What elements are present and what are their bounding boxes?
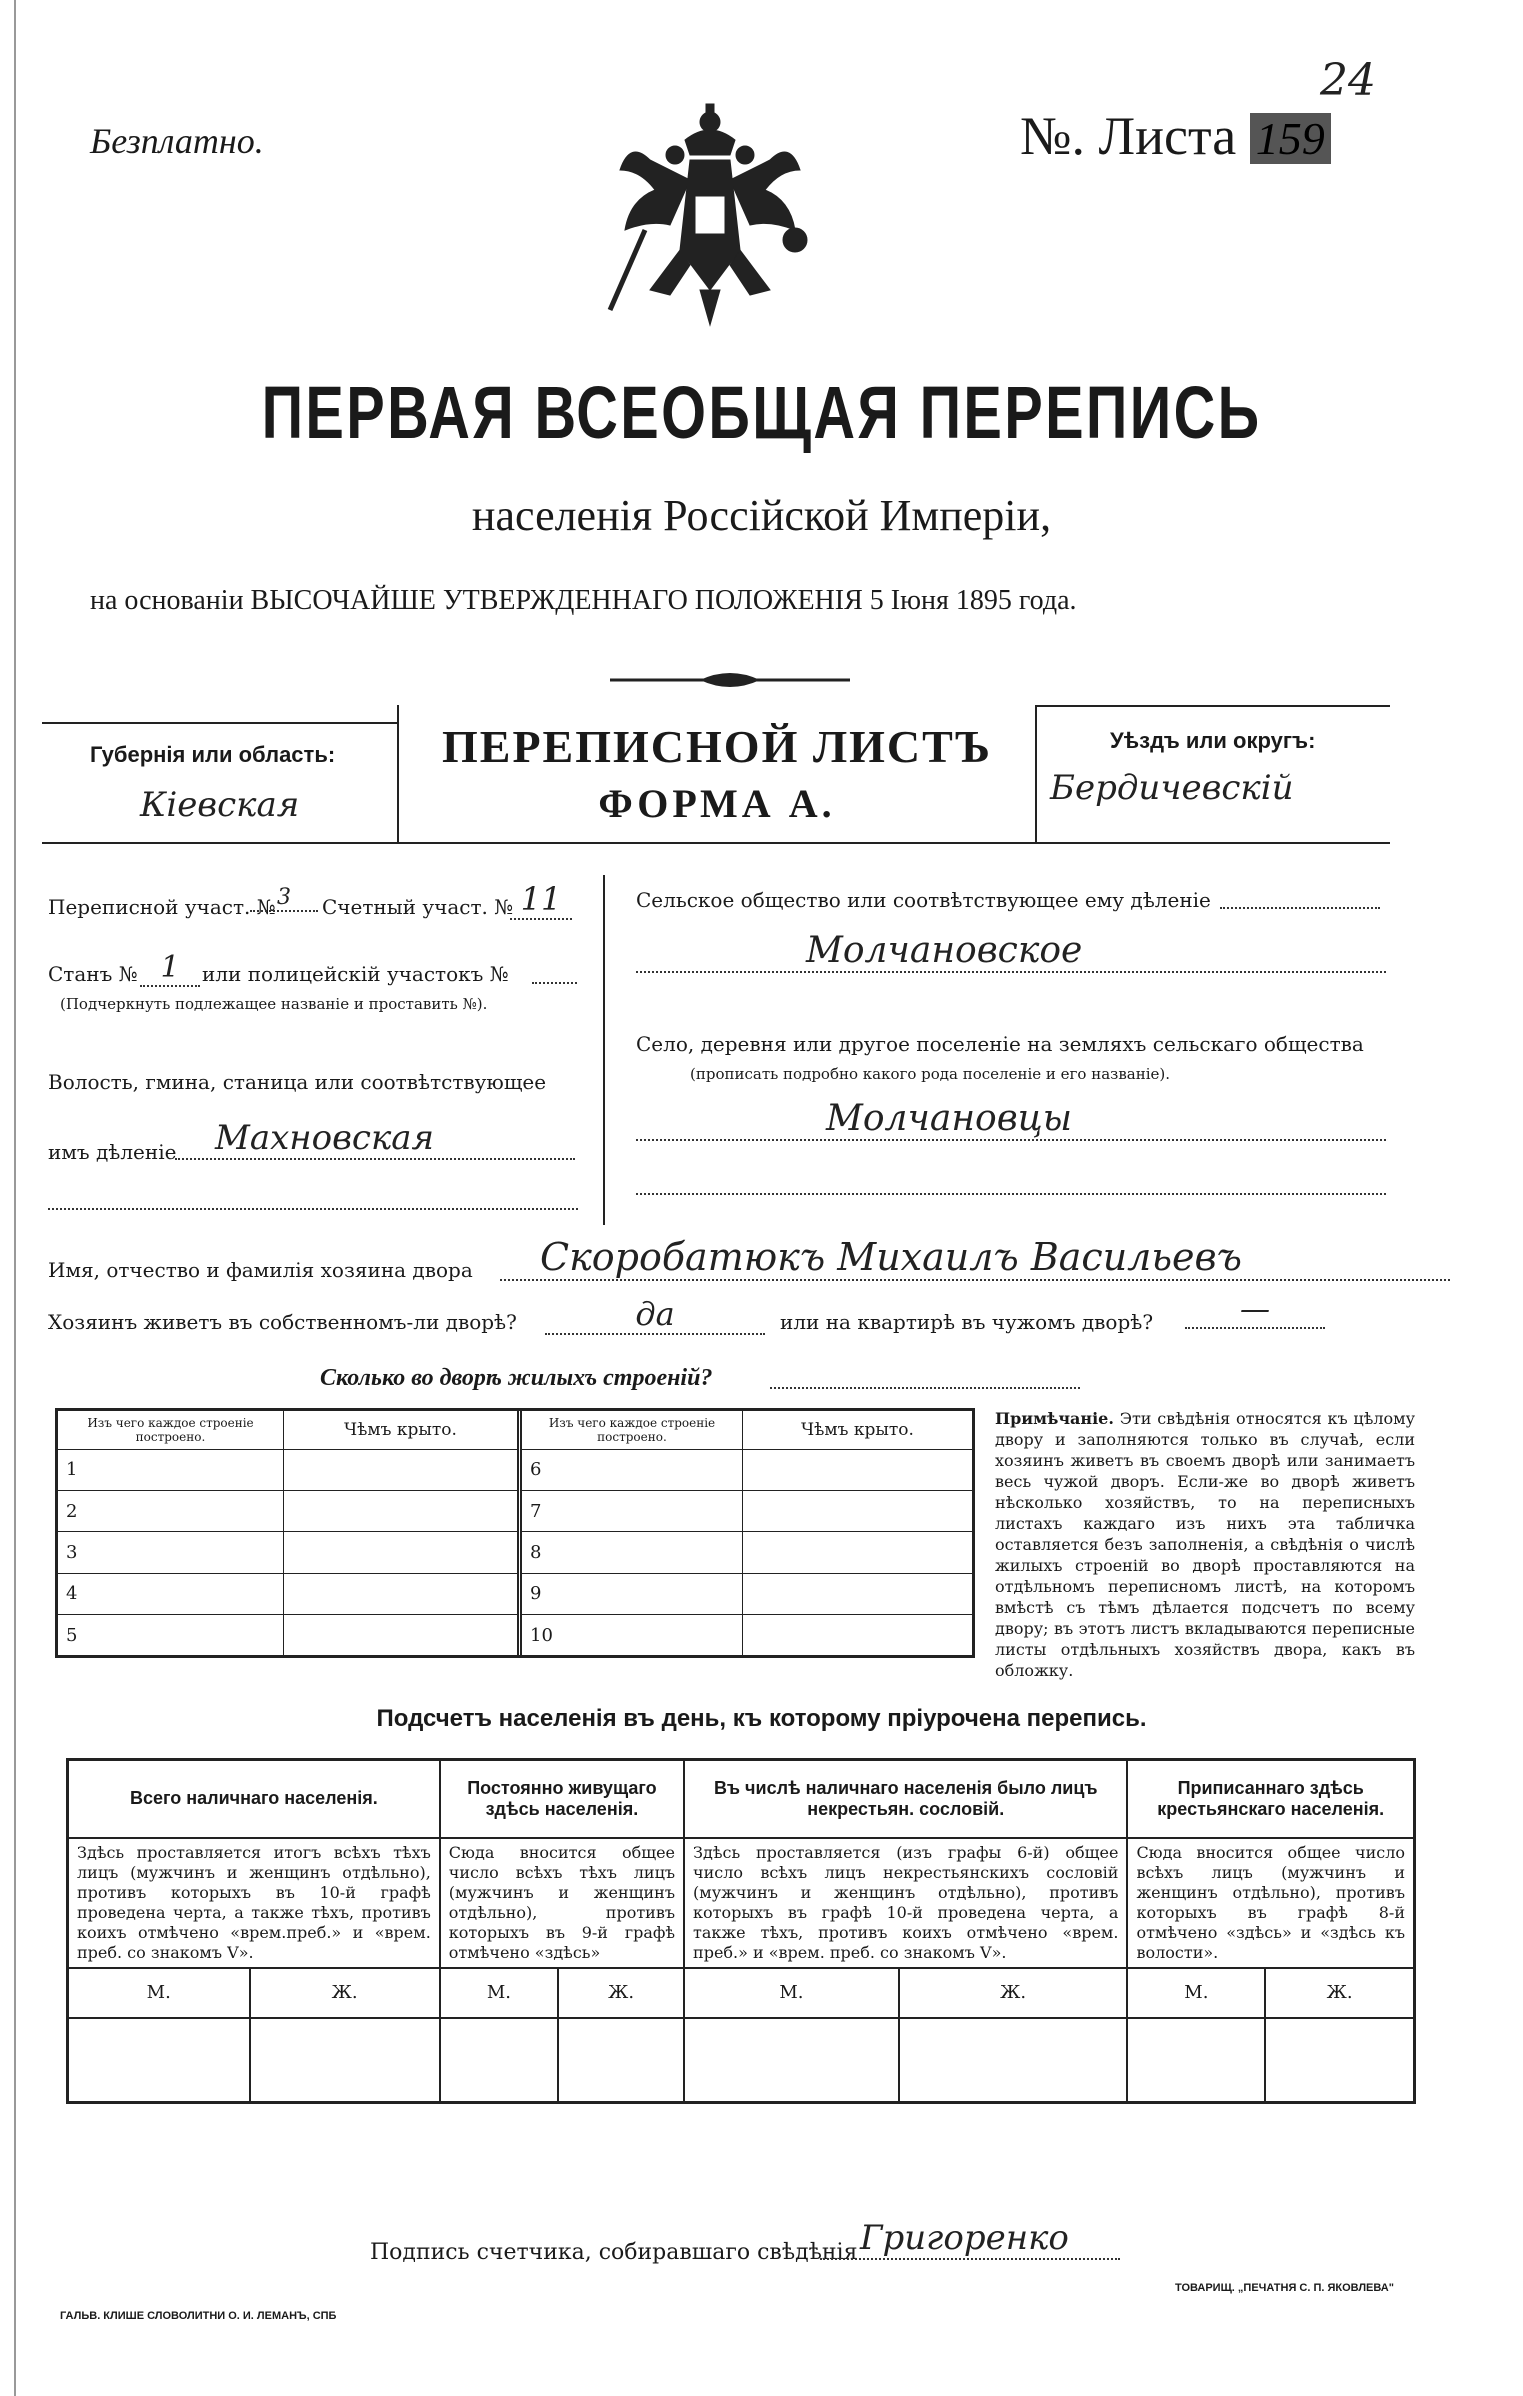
sheet-number-label: №. Листа <box>1020 106 1237 166</box>
note-text: Эти свѣдѣнія относятся къ цѣлому двору и заполняются только въ случаѣ, если хозяинъ живетъ въ своемъ дворѣ или занимаетъ весь чужой дворъ. Если-же во дворѣ живетъ нѣсколько хозяйствъ, то на переписныхъ листахъ каждаго изъ нихъ эта табличка оставляется безъ заполненія, а свѣдѣнія о числѣ жилыхъ строеній во дворѣ проставляются на отдѣльномъ переписномъ листѣ, на которомъ вмѣстѣ съ тѣмъ дѣлается подсчетъ по всему двору; въ этотъ листъ вкладываются переписные листы отдѣльныхъ хозяйствъ двора, какъ въ обложку. <box>995 1409 1415 1680</box>
village-note: (прописать подробно какого рода поселеніе и его названіе). <box>690 1065 1170 1083</box>
village-extra-line <box>636 1175 1386 1195</box>
right-imprint: ТОВАРИЩ. „ПЕЧАТНЯ С. П. ЯКОВЛЕВА" <box>1175 2282 1394 2294</box>
police-value-line <box>532 960 577 984</box>
pop-col-desc: Здѣсь проставляется (изъ графы 6-й) общее число всѣхъ лицъ некрестьянскихъ сословій (мужчинъ и женщинъ отдѣльно), противъ которыхъ въ графѣ 10-й проведена черта, а также тѣхъ, противъ коихъ отмѣчено «врем. преб.» и «врем. преб. со знакомъ V». <box>684 1838 1127 1968</box>
main-title: ПЕРВАЯ ВСЕОБЩАЯ ПЕРЕПИСЬ <box>261 371 1262 454</box>
census-district-label: Переписной участ. № <box>48 895 276 919</box>
count-cell <box>558 2018 684 2103</box>
pop-col-head: Приписаннаго здѣсь крестьянскаго населенія. <box>1127 1760 1414 1838</box>
col-roof-left: Чѣмъ крыто. <box>284 1411 518 1449</box>
signature-value: Григоренко <box>820 2218 1120 2260</box>
form-title: ПЕРЕПИСНОЙ ЛИСТЪ <box>441 721 993 772</box>
buildings-question: Сколько во дворѣ жилыхъ строеній? <box>320 1365 713 1391</box>
village-label: Село, деревня или другое поселеніе на земляхъ сельскаго общества <box>636 1032 1364 1056</box>
volost-label: Волость, гмина, станица или соотвѣтствующее <box>48 1070 547 1094</box>
row-label: 8 <box>522 1532 743 1573</box>
pop-col-desc: Сюда вносится общее число всѣхъ тѣхъ лицъ (мужчинъ и женщинъ отдѣльно), противъ которыхъ въ 9-й графѣ отмѣчено «здѣсь» <box>440 1838 684 1968</box>
pop-col-desc: Здѣсь проставляется итогъ всѣхъ тѣхъ лицъ (мужчинъ и женщинъ отдѣльно), противъ которыхъ въ 10-й графѣ проведена черта, а также тѣхъ, противъ коихъ отмѣчено «врем.преб.» и «врем. преб. со знакомъ V». <box>68 1838 440 1968</box>
rented-value: — <box>1185 1292 1325 1329</box>
volost-extra-line <box>48 1190 578 1210</box>
population-table <box>66 1758 1416 2104</box>
note-head: Примѣчаніе. <box>995 1409 1114 1428</box>
page-edge <box>0 0 16 2396</box>
gubernia-label: Губернія или область: <box>90 742 336 767</box>
row-label: 2 <box>58 1490 284 1531</box>
stan-note: (Подчеркнуть подлежащее названіе и проставить №). <box>60 995 488 1013</box>
buildings-count-line <box>770 1365 1080 1389</box>
ornament-divider <box>610 670 850 690</box>
female-header: Ж. <box>250 1968 440 2018</box>
left-imprint: ГАЛЬВ. КЛИШЕ СЛОВОЛИТНИ О. И. ЛЕМАНЪ, СПБ <box>60 2310 337 2322</box>
count-cell <box>440 2018 558 2103</box>
sheet-number-corrected: 24 <box>1320 55 1376 106</box>
count-cell <box>250 2018 440 2103</box>
count-cell <box>1127 2018 1265 2103</box>
row-label: 3 <box>58 1532 284 1573</box>
pop-col-head: Постоянно живущаго здѣсь населенія. <box>440 1760 684 1838</box>
sheet-number <box>1020 105 1331 167</box>
col-roof-right: Чѣмъ крыто. <box>743 1411 973 1449</box>
count-cell <box>899 2018 1128 2103</box>
count-cell <box>1265 2018 1414 2103</box>
double-headed-eagle-emblem <box>590 100 830 340</box>
form-subtitle: ФОРМА А. <box>598 781 836 826</box>
police-label: или полицейскій участокъ № <box>202 962 509 986</box>
free-label: Безплатно. <box>90 121 264 161</box>
count-district-value: 11 <box>510 880 572 920</box>
row-label: 9 <box>522 1573 743 1614</box>
own-yard-value: да <box>545 1295 765 1335</box>
village-value: Молчановцы <box>636 1098 1386 1141</box>
pop-col-head: Въ числѣ наличнаго населенія было лицъ некрестьян. сословій. <box>684 1760 1127 1838</box>
population-title: Подсчетъ населенія въ день, къ которому пріурочена перепись. <box>376 1705 1147 1732</box>
society-line-1 <box>1220 885 1380 909</box>
male-header: М. <box>684 1968 899 2018</box>
subtitle: населенія Россійской Имперіи, <box>471 491 1052 540</box>
sheet-number-value: 159 <box>1250 113 1331 164</box>
col-material-left: Изъ чего каждое строеніе построено. <box>58 1411 284 1449</box>
pop-col-head: Всего наличнаго населенія. <box>68 1760 440 1838</box>
male-header: М. <box>68 1968 250 2018</box>
rented-label: или на квартирѣ въ чужомъ дворѣ? <box>780 1310 1154 1334</box>
count-cell <box>68 2018 250 2103</box>
pop-col-desc: Сюда вносится общее число всѣхъ лицъ (мужчинъ и женщинъ отдѣльно), противъ которыхъ въ графѣ 8-й отмѣчено «здѣсь» и «здѣсь къ волости». <box>1127 1838 1414 1968</box>
count-cell <box>684 2018 899 2103</box>
female-header: Ж. <box>1265 1968 1414 2018</box>
uezd-value: Бердичевскій <box>1050 768 1294 808</box>
volost-label-2: имъ дѣленіе <box>48 1140 177 1164</box>
uezd-label: Уѣздъ или округъ: <box>1110 728 1316 753</box>
legal-basis: на основаніи ВЫСОЧАЙШЕ УТВЕРЖДЕННАГО ПОЛОЖЕНІЯ 5 Іюня 1895 года. <box>90 585 1077 616</box>
row-label: 10 <box>522 1615 743 1656</box>
own-yard-label: Хозяинъ живетъ въ собственномъ-ли дворѣ? <box>48 1310 517 1334</box>
female-header: Ж. <box>899 1968 1128 2018</box>
female-header: Ж. <box>558 1968 684 2018</box>
row-label: 5 <box>58 1615 284 1656</box>
male-header: М. <box>440 1968 558 2018</box>
row-label: 4 <box>58 1573 284 1614</box>
col-material-right: Изъ чего каждое строеніе построено. <box>522 1411 743 1449</box>
buildings-table <box>55 1408 975 1658</box>
count-district-label: Счетный участ. № <box>322 895 514 919</box>
volost-value: Махновская <box>175 1118 575 1160</box>
row-label: 7 <box>522 1490 743 1531</box>
society-value: Молчановское <box>636 930 1386 973</box>
owner-name-label: Имя, отчество и фамилія хозяина двора <box>48 1258 473 1282</box>
signature-label: Подпись счетчика, собиравшаго свѣдѣнія <box>370 2240 858 2265</box>
owner-name-value: Скоробатюкъ Михаилъ Васильевъ <box>500 1235 1450 1281</box>
row-label: 6 <box>522 1449 743 1490</box>
stan-value: 1 <box>140 950 200 987</box>
census-district-value: 3 <box>250 885 318 912</box>
male-header: М. <box>1127 1968 1265 2018</box>
note-block <box>995 1408 1415 1681</box>
society-label: Сельское общество или соотвѣтствующее ему дѣленіе <box>636 888 1211 912</box>
stan-label: Станъ № <box>48 962 138 986</box>
row-label: 1 <box>58 1449 284 1490</box>
gubernia-value: Кіевская <box>140 785 300 825</box>
